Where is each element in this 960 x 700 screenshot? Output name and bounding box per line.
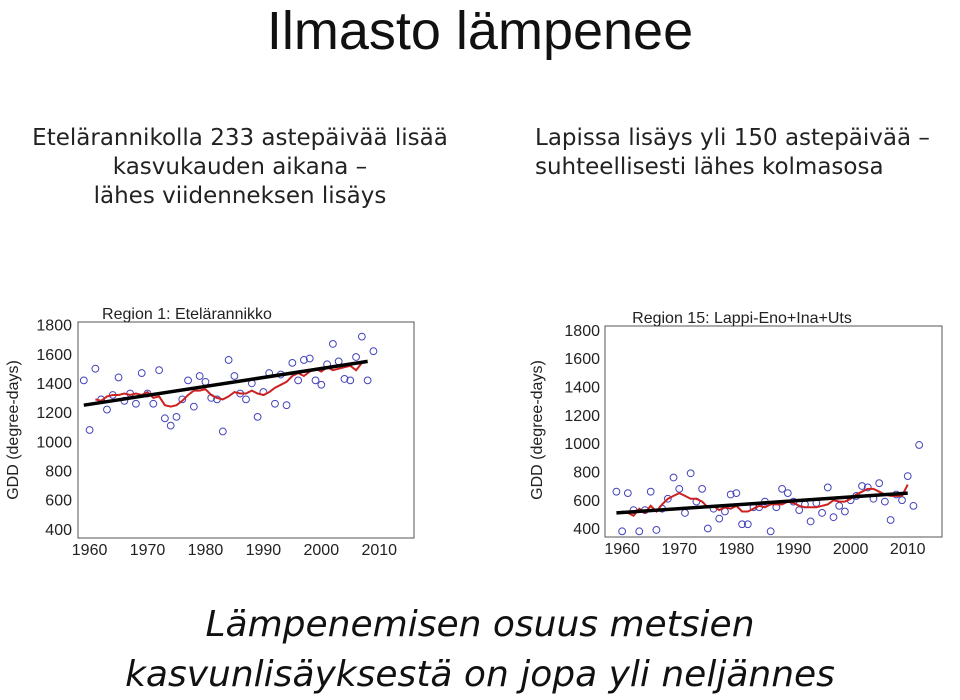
chart2-data-point bbox=[784, 490, 791, 497]
chart1-x-tick-label: 1990 bbox=[245, 542, 282, 559]
subtitle-left bbox=[20, 124, 460, 211]
chart2-x-tick-label: 2010 bbox=[889, 541, 926, 558]
chart2-data-point bbox=[682, 510, 689, 517]
chart1-data-point bbox=[283, 402, 290, 409]
chart1-data-point bbox=[80, 377, 87, 384]
chart2-x-tick-label: 2000 bbox=[832, 541, 869, 558]
chart2-y-tick-label: 1200 bbox=[564, 407, 600, 425]
subtitle-right-line: suhteellisesti lähes kolmasosa bbox=[535, 154, 884, 180]
subtitle-left-line: kasvukauden aikana – bbox=[112, 154, 368, 180]
chart1-data-point bbox=[138, 370, 145, 377]
chart2-y-tick-label: 600 bbox=[573, 492, 600, 510]
chart1-y-tick-label: 1400 bbox=[36, 375, 72, 393]
chart2-data-point bbox=[836, 502, 843, 509]
chart2-data-point bbox=[841, 508, 848, 515]
chart2-y-tick-label: 800 bbox=[573, 464, 600, 482]
chart1-y-tick-label: 1600 bbox=[36, 346, 72, 364]
chart2-data-point bbox=[619, 528, 626, 535]
chart2-y-tick-label: 400 bbox=[573, 521, 600, 539]
chart1-data-point bbox=[133, 400, 140, 407]
chart2-x-tick-label: 1960 bbox=[604, 541, 640, 558]
chart1-x-tick-label: 2000 bbox=[303, 542, 340, 559]
chart2-y-axis-label: GDD (degree-days) bbox=[529, 360, 547, 500]
chart1-title: Region 1: Etelärannikko bbox=[102, 306, 272, 323]
bottom-caption-line: Lämpenemisen osuus metsien bbox=[205, 604, 755, 645]
chart2-trend-line bbox=[616, 493, 907, 513]
chart1-y-tick-label: 800 bbox=[45, 463, 72, 481]
chart2-y-tick-label: 1000 bbox=[564, 436, 600, 454]
charts-area bbox=[0, 290, 960, 580]
chart2-data-point bbox=[824, 484, 831, 491]
chart2-data-point bbox=[670, 474, 677, 481]
bottom-caption-line: kasvunlisäyksestä on jopa yli neljännes bbox=[125, 654, 835, 695]
chart1-data-point bbox=[219, 428, 226, 435]
chart2-data-point bbox=[636, 528, 643, 535]
subtitle-right-line: Lapissa lisäys yli 150 astepäivää – bbox=[535, 125, 930, 151]
chart2-data-point bbox=[699, 485, 706, 492]
chart1-data-point bbox=[202, 378, 209, 385]
page-title: Ilmasto lämpenee bbox=[266, 1, 694, 61]
subtitle-right bbox=[535, 124, 960, 182]
chart1-data-point bbox=[190, 403, 197, 410]
chart1-x-tick-label: 2010 bbox=[361, 542, 398, 559]
chart1-y-tick-label: 1000 bbox=[36, 434, 72, 452]
chart2-x-tick-label: 1970 bbox=[661, 541, 698, 558]
chart2-data-point bbox=[887, 517, 894, 524]
chart1-data-point bbox=[295, 377, 302, 384]
chart2-data-point bbox=[899, 497, 906, 504]
chart2-data-point bbox=[704, 525, 711, 532]
chart1-y-tick-label: 1200 bbox=[36, 405, 72, 423]
chart2-data-point bbox=[624, 490, 631, 497]
chart1-data-point bbox=[370, 348, 377, 355]
chart2-data-point bbox=[613, 488, 620, 495]
chart2-data-point bbox=[647, 488, 654, 495]
chart2-x-tick-label: 1980 bbox=[718, 541, 755, 558]
subtitle-left-line: Etelärannikolla 233 astepäivää lisää bbox=[32, 125, 448, 151]
chart2-data-point bbox=[796, 507, 803, 514]
chart2-data-point bbox=[807, 518, 814, 525]
chart2-data-point bbox=[830, 514, 837, 521]
chart1-data-point bbox=[312, 377, 319, 384]
chart1-data-point bbox=[243, 396, 250, 403]
chart1-data-point bbox=[272, 400, 279, 407]
chart1-y-axis-label: GDD (degree-days) bbox=[5, 360, 23, 500]
chart1-data-point bbox=[254, 413, 261, 420]
chart2-data-point bbox=[876, 480, 883, 487]
chart2-y-tick-label: 1800 bbox=[564, 322, 600, 340]
chart2-y-tick-label: 1400 bbox=[564, 379, 600, 397]
chart1-data-point bbox=[86, 427, 93, 434]
chart1-data-point bbox=[92, 365, 99, 372]
chart1-data-point bbox=[329, 340, 336, 347]
chart1-data-point bbox=[167, 422, 174, 429]
chart1-data-point bbox=[196, 373, 203, 380]
chart1-data-point bbox=[156, 367, 163, 374]
chart1-data-point bbox=[173, 413, 180, 420]
chart1-plot-frame bbox=[78, 322, 414, 538]
chart2-data-point bbox=[910, 502, 917, 509]
chart1-data-point bbox=[353, 354, 360, 361]
chart1-data-point bbox=[225, 357, 232, 364]
chart2-data-point bbox=[916, 442, 923, 449]
chart1-y-tick-label: 1800 bbox=[36, 317, 72, 335]
chart2-y-tick-label: 1600 bbox=[564, 351, 600, 369]
chart2-data-point bbox=[716, 515, 723, 522]
chart1-x-tick-label: 1970 bbox=[129, 542, 166, 559]
chart1-data-point bbox=[318, 381, 325, 388]
chart2-data-point bbox=[653, 527, 660, 534]
chart1-data-point bbox=[364, 377, 371, 384]
chart1-data-point bbox=[104, 406, 111, 413]
chart1-y-tick-label: 400 bbox=[45, 521, 72, 539]
chart1-x-tick-label: 1960 bbox=[71, 542, 108, 559]
chart2-title: Region 15: Lappi-Eno+Ina+Uts bbox=[632, 310, 852, 327]
chart1-data-point bbox=[115, 374, 122, 381]
chart1-data-point bbox=[289, 359, 296, 366]
chart1-data-point bbox=[185, 377, 192, 384]
chart2-data-point bbox=[881, 498, 888, 505]
chart2-x-tick-label: 1990 bbox=[775, 541, 812, 558]
subtitle-left-line: lähes viidenneksen lisäys bbox=[93, 183, 387, 209]
chart1-x-tick-label: 1980 bbox=[187, 542, 224, 559]
chart1-data-point bbox=[150, 400, 157, 407]
chart1-data-point bbox=[231, 373, 238, 380]
chart1-y-tick-label: 600 bbox=[45, 492, 72, 510]
bottom-caption bbox=[0, 600, 960, 700]
chart1-data-point bbox=[161, 415, 168, 422]
chart2-data-point bbox=[819, 510, 826, 517]
chart2-data-point bbox=[767, 528, 774, 535]
chart2-data-point bbox=[676, 485, 683, 492]
chart2-data-point bbox=[904, 473, 911, 480]
chart2-data-point bbox=[687, 470, 694, 477]
chart1-data-point bbox=[358, 333, 365, 340]
